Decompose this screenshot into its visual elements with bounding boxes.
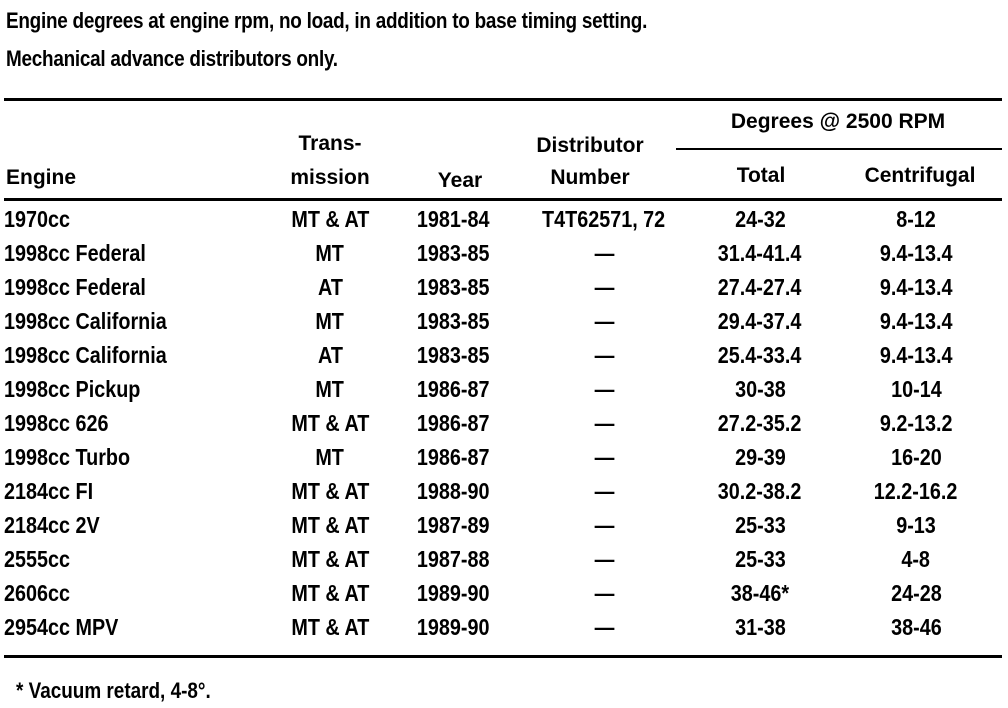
cell-transmission-text: MT & AT (290, 614, 369, 640)
cell-year (388, 610, 518, 644)
table-row (4, 270, 1002, 304)
cell-engine-text: 1998cc Pickup (4, 376, 141, 402)
table-row (4, 406, 1002, 440)
cell-total (690, 576, 830, 610)
cell-centrifugal-text: 9.4-13.4 (879, 240, 953, 266)
cell-centrifugal-text: 16-20 (890, 444, 942, 470)
cell-centrifugal (830, 508, 1002, 542)
cell-engine-text: 1998cc Federal (4, 240, 146, 266)
cell-total-text: 29-39 (734, 444, 786, 470)
cell-engine (4, 236, 272, 270)
table-row (4, 338, 1002, 372)
table-row (4, 440, 1002, 474)
cell-total-text: 29.4-37.4 (718, 308, 802, 334)
cell-engine (4, 576, 272, 610)
cell-distributor-text: — (594, 376, 614, 402)
header-distributor-line-2: Number (550, 166, 630, 189)
cell-engine (4, 474, 272, 508)
cell-transmission (272, 338, 388, 372)
cell-total-text: 31.4-41.4 (718, 240, 802, 266)
table-row (4, 610, 1002, 644)
cell-transmission (272, 236, 388, 270)
header-centrifugal: Centrifugal (864, 164, 976, 187)
cell-centrifugal-text: 9.4-13.4 (879, 342, 953, 368)
cell-year-text: 1983-85 (416, 308, 490, 334)
cell-year-text: 1989-90 (416, 614, 490, 640)
cell-centrifugal-text: 9.4-13.4 (879, 274, 953, 300)
cell-distributor (518, 372, 690, 406)
cell-total-text: 38-46* (730, 580, 790, 606)
cell-distributor (518, 508, 690, 542)
header-transmission-line-2: mission (290, 166, 370, 189)
cell-year (388, 202, 518, 236)
cell-total (690, 474, 830, 508)
cell-engine-text: 1970cc (4, 206, 71, 232)
cell-distributor-text: — (594, 274, 614, 300)
cell-total (690, 236, 830, 270)
cell-total (690, 304, 830, 338)
cell-distributor (518, 406, 690, 440)
cell-transmission (272, 542, 388, 576)
cell-year-text: 1981-84 (416, 206, 490, 232)
cell-year-text: 1986-87 (416, 444, 490, 470)
table-row (4, 508, 1002, 542)
intro-line-2: Mechanical advance distributors only. (6, 46, 338, 71)
cell-transmission (272, 372, 388, 406)
cell-transmission (272, 406, 388, 440)
cell-year (388, 542, 518, 576)
cell-centrifugal (830, 440, 1002, 474)
cell-engine (4, 406, 272, 440)
cell-transmission-text: MT & AT (290, 410, 369, 436)
cell-year (388, 440, 518, 474)
intro-line-1: Engine degrees at engine rpm, no load, in addition to base timing setting. (6, 8, 648, 33)
cell-centrifugal-text: 38-46 (890, 614, 942, 640)
advance-table (4, 202, 1002, 644)
header-degrees-group: Degrees @ 2500 RPM (730, 110, 946, 133)
cell-year-text: 1983-85 (416, 274, 490, 300)
table-bottom-rule (4, 655, 1002, 658)
cell-total-text: 24-32 (734, 206, 786, 232)
cell-transmission-text: AT (317, 342, 343, 368)
cell-year-text: 1987-88 (416, 546, 490, 572)
cell-centrifugal (830, 270, 1002, 304)
cell-total (690, 542, 830, 576)
cell-distributor (518, 202, 690, 236)
cell-centrifugal (830, 338, 1002, 372)
cell-transmission-text: MT (315, 240, 345, 266)
cell-centrifugal (830, 610, 1002, 644)
cell-centrifugal (830, 474, 1002, 508)
cell-centrifugal-text: 9.2-13.2 (879, 410, 953, 436)
cell-total (690, 508, 830, 542)
cell-total-text: 30.2-38.2 (718, 478, 802, 504)
cell-distributor-text: — (594, 546, 614, 572)
cell-total (690, 372, 830, 406)
cell-distributor-text: — (594, 444, 614, 470)
cell-distributor (518, 542, 690, 576)
cell-total-text: 25-33 (734, 546, 786, 572)
cell-year-text: 1983-85 (416, 240, 490, 266)
header-distributor-line-1: Distributor (536, 134, 644, 157)
cell-transmission-text: MT & AT (290, 546, 369, 572)
cell-total-text: 31-38 (734, 614, 786, 640)
cell-engine-text: 1998cc Turbo (4, 444, 131, 470)
table-row (4, 372, 1002, 406)
cell-engine (4, 610, 272, 644)
cell-year-text: 1986-87 (416, 376, 490, 402)
cell-centrifugal-text: 8-12 (896, 206, 936, 232)
cell-transmission-text: MT & AT (290, 478, 369, 504)
cell-distributor-text: — (594, 410, 614, 436)
cell-engine-text: 2555cc (4, 546, 71, 572)
table-row (4, 202, 1002, 236)
cell-centrifugal (830, 406, 1002, 440)
cell-year (388, 372, 518, 406)
cell-engine-text: 2184cc 2V (4, 512, 100, 538)
cell-total (690, 610, 830, 644)
cell-year (388, 338, 518, 372)
cell-total (690, 202, 830, 236)
cell-engine (4, 304, 272, 338)
cell-engine-text: 2184cc FI (4, 478, 94, 504)
table-row (4, 304, 1002, 338)
cell-transmission-text: MT & AT (290, 206, 369, 232)
cell-centrifugal (830, 202, 1002, 236)
cell-centrifugal (830, 542, 1002, 576)
table-row (4, 542, 1002, 576)
cell-total-text: 27.4-27.4 (718, 274, 802, 300)
footnote: * Vacuum retard, 4-8°. (16, 678, 211, 703)
table-top-rule (4, 98, 1002, 101)
cell-centrifugal-text: 9.4-13.4 (879, 308, 953, 334)
cell-transmission (272, 202, 388, 236)
cell-distributor (518, 610, 690, 644)
cell-year (388, 474, 518, 508)
cell-engine-text: 2954cc MPV (4, 614, 119, 640)
cell-year (388, 270, 518, 304)
cell-distributor (518, 270, 690, 304)
cell-centrifugal (830, 304, 1002, 338)
cell-total-text: 25.4-33.4 (718, 342, 802, 368)
cell-centrifugal-text: 24-28 (890, 580, 942, 606)
cell-centrifugal (830, 372, 1002, 406)
cell-year (388, 576, 518, 610)
cell-engine-text: 1998cc 626 (4, 410, 109, 436)
cell-transmission (272, 304, 388, 338)
cell-centrifugal-text: 10-14 (890, 376, 942, 402)
cell-transmission-text: AT (317, 274, 343, 300)
intro-text (6, 2, 647, 78)
table-row (4, 576, 1002, 610)
cell-distributor (518, 576, 690, 610)
cell-engine-text: 1998cc California (4, 342, 167, 368)
table-row (4, 236, 1002, 270)
cell-distributor-text: — (594, 512, 614, 538)
table-body (4, 202, 1002, 644)
cell-centrifugal-text: 9-13 (896, 512, 936, 538)
cell-centrifugal (830, 576, 1002, 610)
cell-engine (4, 202, 272, 236)
table-row (4, 474, 1002, 508)
cell-distributor (518, 440, 690, 474)
cell-year-text: 1989-90 (416, 580, 490, 606)
header-year: Year (437, 169, 483, 192)
cell-transmission (272, 610, 388, 644)
cell-year (388, 406, 518, 440)
cell-distributor-text: T4T62571, 72 (542, 206, 666, 232)
cell-transmission (272, 440, 388, 474)
cell-total-text: 30-38 (734, 376, 786, 402)
cell-centrifugal-text: 4-8 (901, 546, 931, 572)
cell-engine (4, 440, 272, 474)
cell-year-text: 1988-90 (416, 478, 490, 504)
header-engine: Engine (6, 166, 77, 189)
cell-total (690, 406, 830, 440)
cell-engine-text: 2606cc (4, 580, 71, 606)
cell-engine (4, 542, 272, 576)
cell-transmission (272, 474, 388, 508)
cell-distributor (518, 474, 690, 508)
cell-transmission-text: MT (315, 444, 345, 470)
cell-distributor-text: — (594, 580, 614, 606)
header-transmission-line-1: Trans- (298, 132, 362, 155)
cell-engine-text: 1998cc California (4, 308, 167, 334)
cell-engine-text: 1998cc Federal (4, 274, 146, 300)
cell-transmission (272, 576, 388, 610)
cell-engine (4, 338, 272, 372)
cell-transmission-text: MT & AT (290, 580, 369, 606)
cell-engine (4, 270, 272, 304)
header-total: Total (736, 164, 786, 187)
cell-distributor-text: — (594, 308, 614, 334)
cell-engine (4, 508, 272, 542)
cell-total (690, 338, 830, 372)
cell-transmission-text: MT (315, 376, 345, 402)
cell-distributor (518, 304, 690, 338)
cell-total-text: 25-33 (734, 512, 786, 538)
cell-distributor (518, 338, 690, 372)
cell-centrifugal-text: 12.2-16.2 (874, 478, 958, 504)
cell-year (388, 236, 518, 270)
cell-transmission-text: MT & AT (290, 512, 369, 538)
cell-distributor-text: — (594, 240, 614, 266)
cell-distributor (518, 236, 690, 270)
cell-engine (4, 372, 272, 406)
cell-distributor-text: — (594, 342, 614, 368)
header-bottom-rule (4, 198, 1002, 201)
cell-year-text: 1987-89 (416, 512, 490, 538)
cell-distributor-text: — (594, 478, 614, 504)
cell-year (388, 508, 518, 542)
cell-distributor-text: — (594, 614, 614, 640)
cell-total (690, 270, 830, 304)
cell-year-text: 1983-85 (416, 342, 490, 368)
cell-centrifugal (830, 236, 1002, 270)
cell-year (388, 304, 518, 338)
cell-year-text: 1986-87 (416, 410, 490, 436)
cell-transmission-text: MT (315, 308, 345, 334)
cell-transmission (272, 508, 388, 542)
cell-transmission (272, 270, 388, 304)
cell-total (690, 440, 830, 474)
cell-total-text: 27.2-35.2 (718, 410, 802, 436)
degrees-span-rule (676, 148, 1002, 150)
